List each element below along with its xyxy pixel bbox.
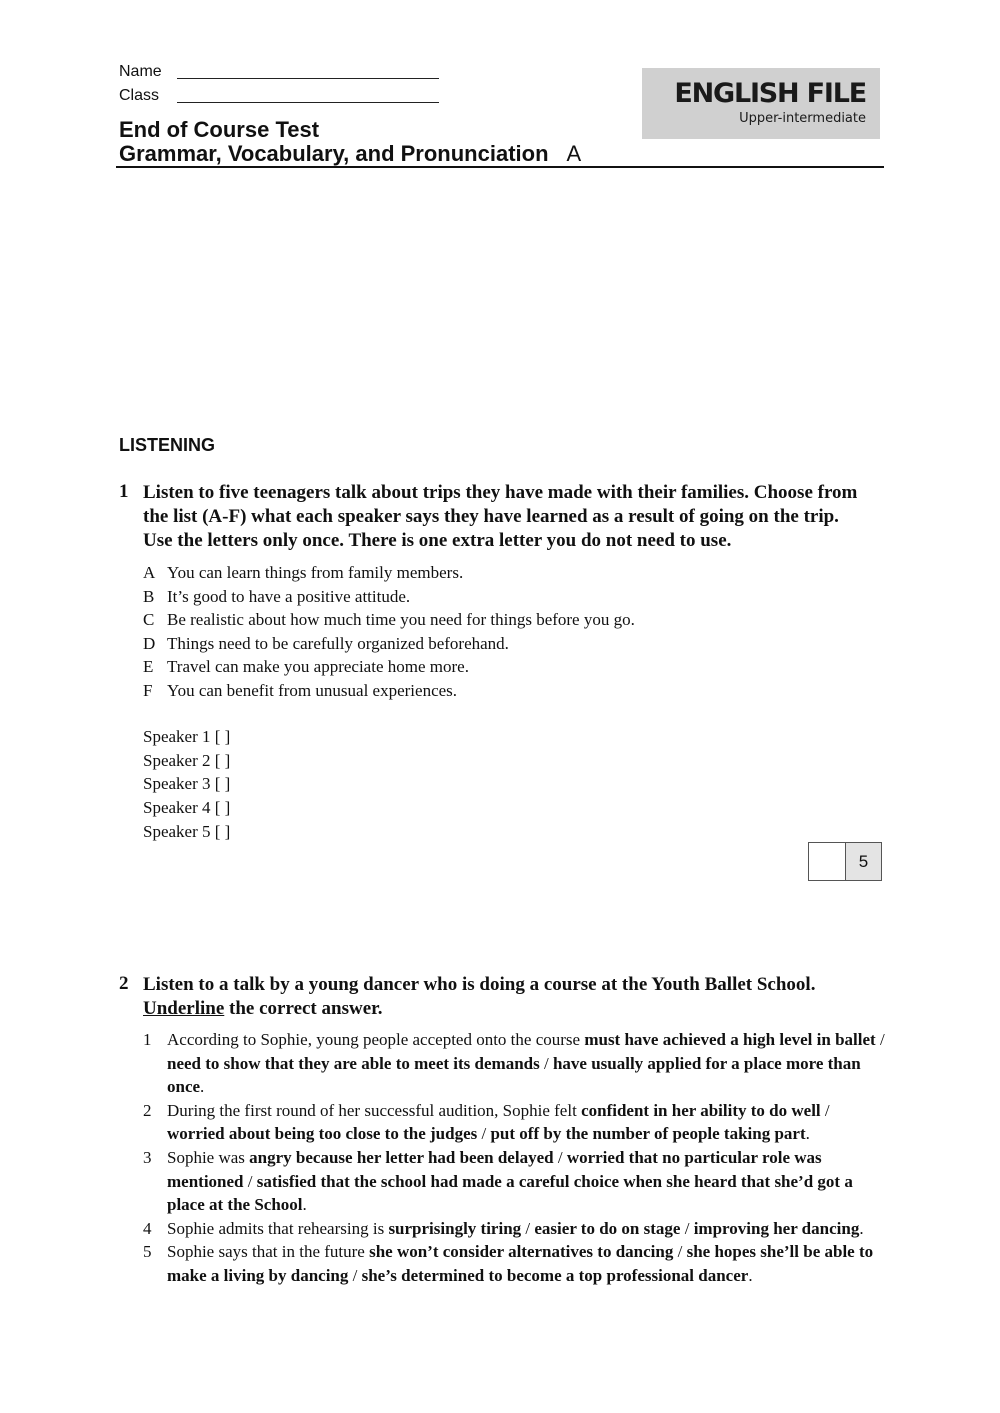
- q2-item-body: Sophie says that in the future she won’t consider alternatives to dancing / she hopes she’ll be able to make a living by dancing / she’s determined to become a top professional dancer.: [167, 1242, 874, 1285]
- question-2-instruction: [143, 973, 873, 1021]
- test-subtitle: Grammar, Vocabulary, and Pronunciation: [119, 141, 549, 166]
- q2-instruction-b: the correct answer.: [224, 998, 383, 1019]
- q2-item-stem: Sophie was: [167, 1147, 250, 1167]
- answer-option-a[interactable]: confident in her ability to do well: [581, 1100, 821, 1120]
- option-text: Be realistic about how much time you need for things before you go.: [167, 610, 635, 630]
- speaker-answer-1[interactable]: Speaker 1 [ ]: [143, 727, 231, 746]
- q1-option-d: [143, 632, 635, 656]
- q2-item-number: 5: [143, 1242, 152, 1262]
- speaker-answer-2[interactable]: Speaker 2 [ ]: [143, 750, 231, 770]
- option-letter: F: [143, 680, 153, 700]
- q2-item-body: According to Sophie, young people accepted onto the course must have achieved a high level in ballet / need to show that they are able to meet its demands / have usually applied for a place more than once.: [167, 1030, 885, 1097]
- option-text: It’s good to have a positive attitude.: [167, 586, 411, 606]
- speaker-answer-5[interactable]: Speaker 5 [ ]: [143, 821, 231, 841]
- question-1-instruction: Listen to five teenagers talk about trips they have made with their families. Choose from the list (A-F) what each speaker says they have learned as a result of going on the trip. Use the letters only once. There is one extra letter you do not need to use.: [143, 482, 858, 551]
- answer-option-c[interactable]: put off by the number of people taking part: [490, 1124, 806, 1144]
- q2-item-end: .: [302, 1195, 307, 1215]
- q2-item-2: [143, 1099, 885, 1146]
- option-text: Things need to be carefully organized beforehand.: [167, 633, 509, 653]
- test-subtitle-row: [119, 142, 581, 166]
- score-total: 5: [846, 843, 881, 880]
- class-label: Class: [119, 87, 160, 104]
- name-field[interactable]: [119, 63, 162, 81]
- class-input-line[interactable]: [177, 102, 439, 103]
- answer-option-c[interactable]: have usually applied for a place more than once: [167, 1053, 861, 1097]
- page-title: [119, 118, 581, 166]
- q2-item-stem: Sophie admits that rehearsing is: [167, 1218, 389, 1238]
- q1-option-list: [143, 561, 635, 703]
- english-file-logo: [642, 68, 880, 139]
- q2-item-number: 4: [143, 1218, 152, 1238]
- answer-option-a[interactable]: must have achieved a high level in ballet: [584, 1030, 876, 1049]
- option-text: You can benefit from unusual experiences.: [167, 680, 458, 700]
- q2-item-body: During the first round of her successful audition, Sophie felt confident in her ability to do well / worried about being too close to the judges / put off by the number of people taking part.: [167, 1100, 830, 1144]
- answer-option-b[interactable]: she hopes she’ll be able to make a living by dancing: [167, 1242, 874, 1285]
- answer-option-a[interactable]: she won’t consider alternatives to dancing: [369, 1242, 674, 1262]
- q2-item-number: 2: [143, 1100, 152, 1120]
- answer-option-a[interactable]: surprisingly tiring: [388, 1218, 522, 1238]
- q2-item-number: 1: [143, 1030, 152, 1049]
- answer-option-b[interactable]: worried that no particular role was mentioned: [167, 1147, 822, 1191]
- q2-item-end: .: [200, 1077, 205, 1097]
- section-heading-listening: LISTENING: [119, 435, 216, 455]
- option-letter: D: [143, 633, 156, 653]
- q2-instruction-a: Listen to a talk by a young dancer who is doing a course at the Youth Ballet School.: [143, 974, 816, 995]
- q2-item-end: .: [748, 1265, 753, 1285]
- q1-option-a: [143, 561, 635, 585]
- q1-option-c: [143, 608, 635, 632]
- q2-item-3: [143, 1146, 885, 1217]
- option-letter: E: [143, 657, 154, 677]
- q2-item-end: .: [859, 1218, 864, 1238]
- test-version: A: [566, 141, 582, 166]
- answer-option-b[interactable]: need to show that they are able to meet its demands: [167, 1053, 540, 1073]
- q1-option-f: [143, 679, 635, 703]
- option-text: Travel can make you appreciate home more.: [167, 657, 469, 677]
- class-field[interactable]: [119, 87, 159, 105]
- option-text: You can learn things from family members.: [167, 563, 464, 582]
- q2-item-5: [143, 1240, 885, 1287]
- speaker-answer-3[interactable]: Speaker 3 [ ]: [143, 774, 231, 794]
- q1-option-b: [143, 585, 635, 609]
- q2-item-stem: During the first round of her successful audition, Sophie felt: [167, 1100, 582, 1120]
- name-input-line[interactable]: [177, 78, 439, 79]
- answer-option-a[interactable]: angry because her letter had been delayed: [249, 1147, 554, 1167]
- test-title: End of Course Test: [119, 117, 320, 142]
- name-label: Name: [119, 63, 162, 80]
- answer-option-b[interactable]: easier to do on stage: [534, 1218, 681, 1238]
- q2-instruction-underline: Underline: [143, 998, 225, 1019]
- header-divider: [116, 166, 884, 168]
- option-letter: C: [143, 610, 155, 630]
- q1-score-box: [808, 842, 882, 881]
- q2-item-number: 3: [143, 1147, 152, 1167]
- q2-item-body: Sophie was angry because her letter had been delayed / worried that no particular role was mentioned / satisfied that the school had made a careful choice when she heard that she’d got a place at the School.: [167, 1147, 853, 1215]
- q2-item-body: Sophie admits that rehearsing is surprisingly tiring / easier to do on stage / improving her dancing.: [167, 1218, 864, 1238]
- option-letter: B: [143, 586, 155, 606]
- logo-level: Upper-intermediate: [739, 111, 866, 126]
- q2-item-1: [143, 1028, 885, 1099]
- q2-item-stem: According to Sophie, young people accepted onto the course: [167, 1030, 585, 1049]
- q1-option-e: [143, 655, 635, 679]
- option-letter: A: [143, 563, 156, 582]
- q2-item-stem: Sophie says that in the future: [167, 1242, 370, 1262]
- answer-option-c[interactable]: she’s determined to become a top professional dancer: [361, 1265, 749, 1285]
- answer-option-c[interactable]: satisfied that the school had made a careful choice when she heard that she’d got a place at the School: [167, 1171, 853, 1215]
- q2-item-4: [143, 1217, 885, 1241]
- q2-item-list: [143, 1028, 885, 1288]
- score-input[interactable]: [809, 843, 846, 880]
- question-2-number: 2: [119, 973, 129, 994]
- speaker-answer-4[interactable]: Speaker 4 [ ]: [143, 798, 231, 818]
- question-1-number: 1: [119, 481, 129, 502]
- answer-option-b[interactable]: worried about being too close to the judges: [167, 1124, 478, 1144]
- answer-option-c[interactable]: improving her dancing: [693, 1218, 860, 1238]
- q1-speaker-list: [143, 725, 230, 844]
- q2-item-end: .: [805, 1124, 810, 1144]
- logo-title: ENGLISH FILE: [674, 78, 866, 109]
